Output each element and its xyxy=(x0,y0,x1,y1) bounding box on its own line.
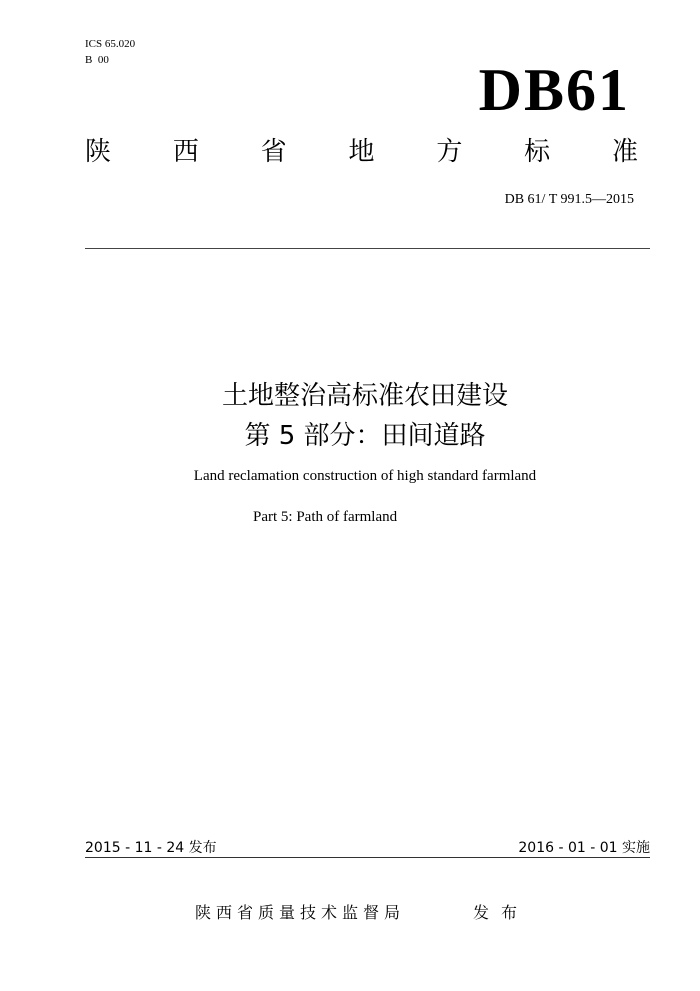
publisher-name: 陕西省质量技术监督局 xyxy=(195,903,406,922)
implementation-date: 2016 - 01 - 01 实施 xyxy=(518,840,650,856)
standard-logo: DB61 xyxy=(478,57,630,123)
standard-number: DB 61/ T 991.5—2015 xyxy=(504,192,634,207)
ccs-code: B 00 xyxy=(85,54,109,66)
standard-type-char: 地 xyxy=(348,137,375,167)
publish-label: 发布 xyxy=(473,903,530,922)
en-subtitle: Part 5: Path of farmland xyxy=(253,509,398,525)
standard-type-char: 陕 xyxy=(85,137,112,167)
standard-type-char: 省 xyxy=(260,137,287,167)
standard-type-char: 方 xyxy=(436,137,463,167)
cn-title-line2: 第 5 部分：田间道路 xyxy=(244,421,486,451)
standard-type-char: 标 xyxy=(524,137,551,167)
cn-title-line1: 土地整治高标准农田建设 xyxy=(221,381,508,411)
standard-type-char: 西 xyxy=(172,137,199,167)
issue-date: 2015 - 11 - 24 发布 xyxy=(85,840,217,856)
classification-codes xyxy=(85,36,135,68)
standard-type-char: 准 xyxy=(611,137,638,167)
footer-divider xyxy=(85,857,650,858)
ics-code: ICS 65.020 xyxy=(85,38,136,50)
en-title: Land reclamation construction of high standard farmland xyxy=(193,468,537,484)
standard-type-title xyxy=(85,134,638,170)
header-divider xyxy=(85,248,650,249)
